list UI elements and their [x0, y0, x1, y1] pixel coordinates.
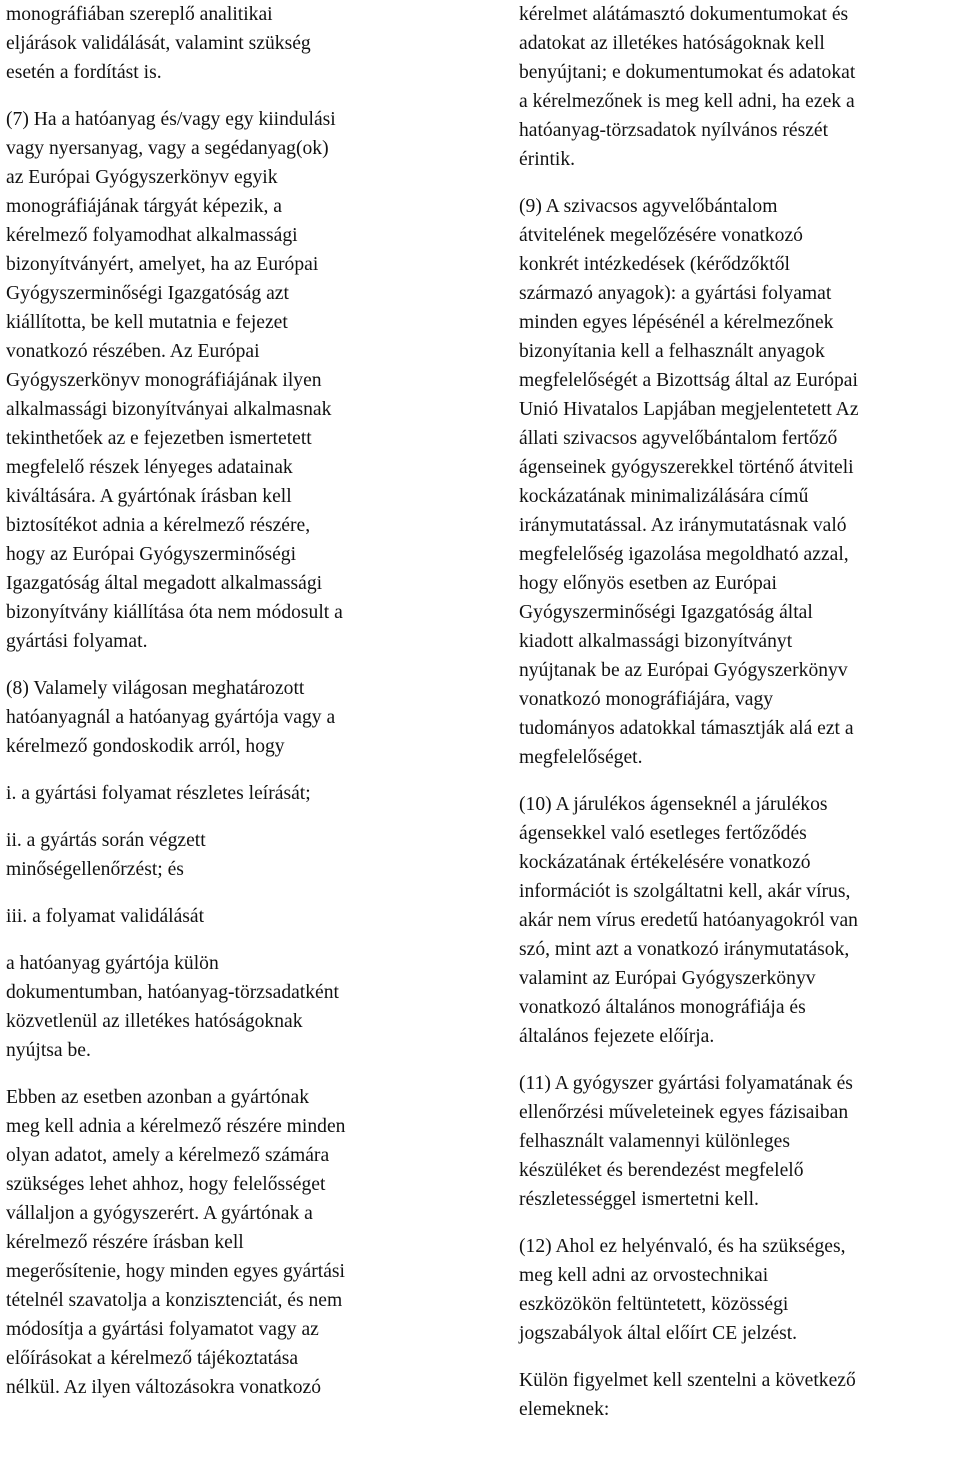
paragraph-8-case — [6, 1083, 446, 1402]
text-line: Gyógyszerkönyv monográfiájának ilyen — [6, 370, 322, 391]
paragraph-12 — [519, 1232, 959, 1348]
text-line: Igazgatóság által megadott alkalmassági — [6, 573, 323, 594]
text-line: kérelmező gondoskodik arról, hogy — [6, 736, 285, 757]
paragraph-9 — [519, 192, 959, 772]
text-line: tudományos adatokkal támasztják alá ezt a — [519, 718, 854, 739]
text-line: kérelmet alátámasztó dokumentumokat és — [519, 4, 849, 25]
text-line: a kérelmezőnek is meg kell adni, ha ezek a — [519, 91, 855, 112]
text-line: hatóanyagnál a hatóanyag gyártója vagy a — [6, 707, 336, 728]
text-line: közvetlenül az illetékes hatóságoknak — [6, 1011, 303, 1032]
text-line: ellenőrzési műveleteinek egyes fázisaiban — [519, 1102, 849, 1123]
text-line: felhasznált valamennyi különleges — [519, 1131, 790, 1152]
text-line: információt is szolgáltatni kell, akár vírus, — [519, 881, 851, 902]
text-line: tekinthetőek az e fejezetben ismertetett — [6, 428, 312, 449]
paragraph-11 — [519, 1069, 959, 1214]
text-line: akár nem vírus eredetű hatóanyagokról van — [519, 910, 858, 931]
text-line: gyártási folyamat. — [6, 631, 148, 652]
text-line: (7) Ha a hatóanyag és/vagy egy kiindulási — [6, 109, 336, 130]
text-line: vállaljon a gyógyszerért. A gyártónak a — [6, 1203, 313, 1224]
text-line: nyújtanak be az Európai Gyógyszerkönyv — [519, 660, 848, 681]
text-line: az Európai Gyógyszerkönyv egyik — [6, 167, 278, 188]
text-line: adatokat az illetékes hatóságoknak kell — [519, 33, 825, 54]
paragraph-special-attention — [519, 1366, 959, 1424]
left-column — [6, 0, 446, 1402]
text-line: alkalmassági bizonyítványai alkalmasnak — [6, 399, 332, 420]
text-line: minőségellenőrzést; és — [6, 859, 184, 880]
text-line: meg kell adni az orvostechnikai — [519, 1265, 769, 1286]
paragraph-continuation — [6, 0, 446, 87]
text-line: (11) A gyógyszer gyártási folyamatának és — [519, 1073, 853, 1094]
text-line: nyújtsa be. — [6, 1040, 91, 1061]
text-line: Gyógyszerminőségi Igazgatóság azt — [6, 283, 289, 304]
text-line: ágensekkel való esetleges fertőződés — [519, 823, 807, 844]
text-line: szükséges lehet ahhoz, hogy felelősséget — [6, 1174, 326, 1195]
text-line: megfelelőségét a Bizottság által az Európai — [519, 370, 858, 391]
paragraph-8 — [6, 674, 446, 761]
text-line: tételnél szavatolja a konzisztenciát, és nem — [6, 1290, 343, 1311]
text-line: megfelelőség igazolása megoldható azzal, — [519, 544, 849, 565]
text-line: Ebben az esetben azonban a gyártónak — [6, 1087, 310, 1108]
text-line: vonatkozó monográfiájára, vagy — [519, 689, 774, 710]
text-line: bizonyítvány kiállítása óta nem módosult a — [6, 602, 343, 623]
text-line: a hatóanyag gyártója külön — [6, 953, 219, 974]
text-line: Külön figyelmet kell szentelni a következő — [519, 1370, 856, 1391]
text-line: bizonyítványért, amelyet, ha az Európai — [6, 254, 319, 275]
text-line: hatóanyag-törzsadatok nyílvános részét — [519, 120, 829, 141]
text-line: olyan adatot, amely a kérelmező számára — [6, 1145, 330, 1166]
text-line: kiadott alkalmassági bizonyítványt — [519, 631, 793, 652]
text-line: ii. a gyártás során végzett — [6, 830, 206, 851]
text-line: átvitelének megelőzésére vonatkozó — [519, 225, 803, 246]
text-line: hogy az Európai Gyógyszerminőségi — [6, 544, 297, 565]
text-line: érintik. — [519, 149, 576, 170]
text-line: (10) A járulékos ágenseknél a járulékos — [519, 794, 828, 815]
text-line: állati szivacsos agyvelőbántalom fertőző — [519, 428, 838, 449]
text-line: elemeknek: — [519, 1399, 610, 1420]
text-line: i. a gyártási folyamat részletes leírását; — [6, 783, 311, 804]
text-line: jogszabályok által előírt CE jelzést. — [519, 1323, 798, 1344]
list-item-ii — [6, 826, 446, 884]
text-line: kockázatának értékelésére vonatkozó — [519, 852, 811, 873]
text-line: általános fejezete előírja. — [519, 1026, 715, 1047]
text-line: szó, mint azt a vonatkozó iránymutatások, — [519, 939, 850, 960]
right-column — [519, 0, 959, 1424]
text-line: iii. a folyamat validálását — [6, 906, 205, 927]
text-line: monográfiában szereplő analitikai — [6, 4, 273, 25]
list-item-i — [6, 779, 446, 808]
text-line: kérelmező folyamodhat alkalmassági — [6, 225, 298, 246]
text-line: iránymutatással. Az iránymutatásnak való — [519, 515, 847, 536]
text-line: megfelelőséget. — [519, 747, 643, 768]
text-line: (8) Valamely világosan meghatározott — [6, 678, 305, 699]
text-line: módosítja a gyártási folyamatot vagy az — [6, 1319, 319, 1340]
text-line: kiváltására. A gyártónak írásban kell — [6, 486, 292, 507]
text-line: kérelmező részére írásban kell — [6, 1232, 244, 1253]
text-line: minden egyes lépésénél a kérelmezőnek — [519, 312, 834, 333]
text-line: hogy előnyös esetben az Európai — [519, 573, 777, 594]
text-line: konkrét intézkedések (kérődzőktől — [519, 254, 790, 275]
text-line: esetén a fordítást is. — [6, 62, 162, 83]
text-line: valamint az Európai Gyógyszerkönyv — [519, 968, 816, 989]
text-line: megfelelő részek lényeges adatainak — [6, 457, 293, 478]
paragraph-10 — [519, 790, 959, 1051]
paragraph-right-continuation — [519, 0, 959, 174]
text-line: vonatkozó részében. Az Európai — [6, 341, 260, 362]
text-line: vagy nyersanyag, vagy a segédanyag(ok) — [6, 138, 329, 159]
paragraph-7 — [6, 105, 446, 656]
paragraph-8-tail — [6, 949, 446, 1065]
text-line: előírásokat a kérelmező tájékoztatása — [6, 1348, 299, 1369]
text-line: Gyógyszerminőségi Igazgatóság által — [519, 602, 813, 623]
text-line: biztosítékot adnia a kérelmező részére, — [6, 515, 311, 536]
text-line: meg kell adnia a kérelmező részére minden — [6, 1116, 346, 1137]
list-item-iii — [6, 902, 446, 931]
text-line: vonatkozó általános monográfiája és — [519, 997, 806, 1018]
text-line: Unió Hivatalos Lapjában megjelentetett Az — [519, 399, 859, 420]
text-line: eljárások validálását, valamint szükség — [6, 33, 311, 54]
text-line: monográfiájának tárgyát képezik, a — [6, 196, 283, 217]
text-line: ágenseinek gyógyszerekkel történő átviteli — [519, 457, 854, 478]
text-line: bizonyítania kell a felhasznált anyagok — [519, 341, 825, 362]
text-line: készüléket és berendezést megfelelő — [519, 1160, 804, 1181]
text-line: nélkül. Az ilyen változásokra vonatkozó — [6, 1377, 322, 1398]
text-line: (9) A szivacsos agyvelőbántalom — [519, 196, 778, 217]
text-line: kiállította, be kell mutatnia e fejezet — [6, 312, 288, 333]
text-line: részletességgel ismertetni kell. — [519, 1189, 759, 1210]
text-line: dokumentumban, hatóanyag-törzsadatként — [6, 982, 339, 1003]
text-line: kockázatának minimalizálására című — [519, 486, 809, 507]
text-line: származó anyagok): a gyártási folyamat — [519, 283, 832, 304]
text-line: (12) Ahol ez helyénvaló, és ha szükséges, — [519, 1236, 846, 1257]
text-line: eszközökön feltüntetett, közösségi — [519, 1294, 789, 1315]
text-line: megerősítenie, hogy minden egyes gyártási — [6, 1261, 345, 1282]
text-line: benyújtani; e dokumentumokat és adatokat — [519, 62, 856, 83]
